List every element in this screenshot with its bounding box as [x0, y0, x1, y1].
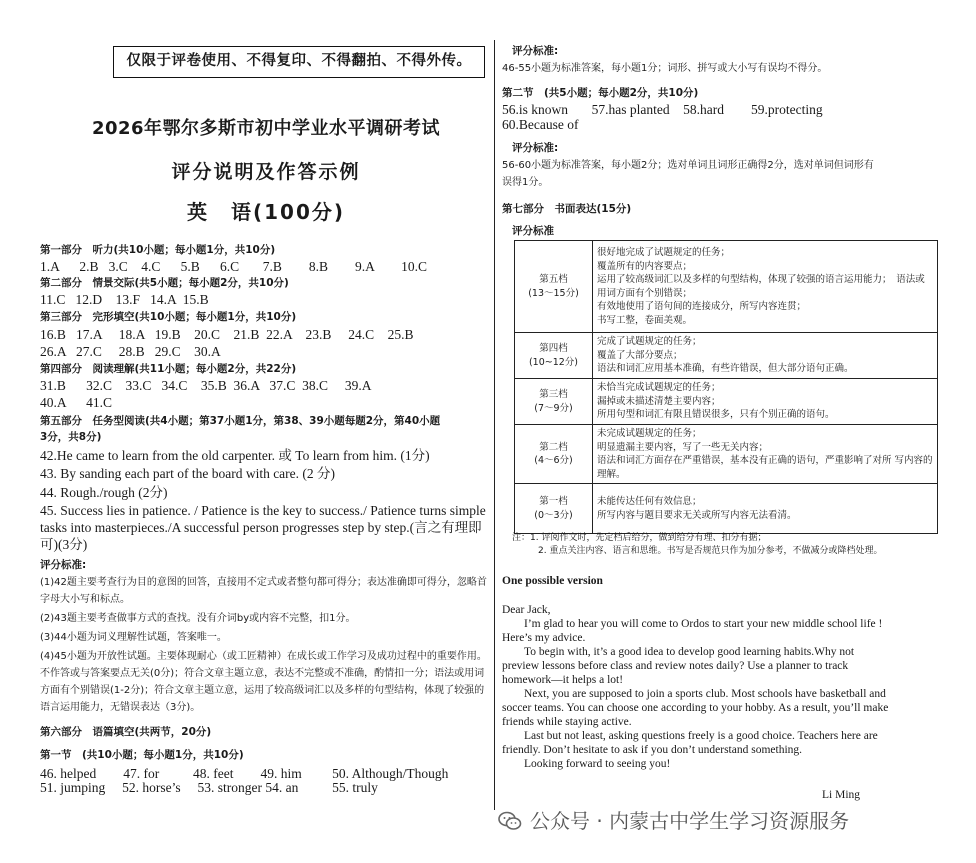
rubric-desc-line: 语法和词汇应用基本准确，有些许错误，但大部分语句正确。: [597, 363, 854, 375]
part6-section1-heading: 第一节 (共10小题；每小题1分，共10分): [40, 749, 244, 761]
criteria-44: (3)44小题为词义理解性试题，答案唯一。: [40, 632, 227, 643]
part6-answers-row2: 51. jumping 52. horse’s 53. stronger 54. an 55. truly: [40, 780, 378, 795]
essay-signature: Li Ming: [822, 789, 861, 801]
watermark-text: 公众号 · 内蒙古中学生学习资源服务: [530, 809, 850, 833]
rubric-desc-cell: [593, 333, 938, 379]
rubric-desc-cell: [593, 425, 938, 484]
rubric-desc-line: 所写内容与题目要求无关或所写内容无法看清。: [597, 509, 797, 521]
usage-notice: 仅限于评卷使用、不得复印、不得翻拍、不得外传。: [113, 46, 485, 78]
rubric-table: [514, 240, 938, 534]
rubric-grade: 第三档: [539, 389, 568, 400]
criteria-43: (2)43题主要考查做事方式的查找。没有介词by或内容不完整，扣1分。: [40, 613, 356, 624]
rubric-desc-line: 覆盖所有的内容要点；: [597, 260, 693, 272]
essay-paragraph: Looking forward to seeing you!: [524, 758, 671, 770]
grading-note-2: 2. 重点关注内容、语言和思维。书写是否规范只作为加分参考，不做减分或降档处理。: [538, 546, 883, 556]
rubric-desc-line: 很好地完成了试题规定的任务；: [597, 247, 731, 258]
part6-criteria-heading: 评分标准:: [512, 45, 559, 57]
part1-heading: 第一部分 听力(共10小题；每小题1分，共10分): [40, 244, 276, 256]
subject-title: 英 语(100分): [186, 200, 346, 224]
rubric-desc-line: 书写工整，卷面美观。: [597, 314, 693, 326]
rubric-desc-line: 运用了较高级词汇以及多样的句型结构，体现了较强的语言运用能力； 语法或用词方面有个别错误；: [597, 274, 925, 299]
rubric-row-4: [515, 333, 938, 379]
exam-subtitle: 评分说明及作答示例: [171, 161, 361, 183]
part3-answers-row1: 16.B 17.A 18.A 19.B 20.C 21.B 22.A 23.B 24.C 25.B: [40, 327, 414, 342]
exam-title: 2026年鄂尔多斯市初中学业水平调研考试: [91, 118, 441, 139]
rubric-row-5: [515, 241, 938, 333]
rubric-desc-line: 未恰当完成试题规定的任务；: [597, 382, 721, 394]
part2-answers: 11.C 12.D 13.F 14.A 15.B: [40, 292, 209, 307]
rubric-grade-cell: [515, 425, 593, 484]
essay-paragraph: To begin with, it’s a good idea to develop good learning habits.Why not preview lessons before class and review notes daily? Use a planner to track homework—it helps a lot!: [502, 646, 855, 686]
rubric-desc-line: 有效地使用了语句间的连接成分，所写内容连贯；: [597, 301, 807, 312]
answer-43: 43. By sanding each part of the board with care. (2 分): [40, 466, 336, 481]
rubric-range: (13～15分): [528, 287, 579, 299]
part2-heading: 第二部分 情景交际(共5小题；每小题2分，共10分): [40, 277, 289, 289]
answer-45: 45. Success lies in patience. / Patience is the key to success./ Patience turns simple tasks into masterpieces./A successful person progresses step by step.(言之有理即可)(3分): [40, 503, 486, 552]
rubric-heading: 评分标准: [512, 225, 554, 237]
rubric-desc-line: 未能传达任何有效信息；: [597, 496, 702, 507]
section2-criteria-heading: 评分标准:: [512, 142, 559, 154]
rubric-range: (10~12分): [528, 356, 579, 368]
wechat-icon: [498, 810, 522, 832]
grading-notes: [512, 532, 948, 558]
rubric-desc-line: 语法和词汇方面存在严重错误，基本没有正确的语句，严重影响了对所 写内容的理解。: [597, 455, 933, 480]
part6-heading: 第六部分 语篇填空(共两节，20分): [40, 726, 212, 738]
rubric-desc-line: 明显遗漏主要内容，写了一些无关内容；: [597, 441, 769, 453]
rubric-desc-cell: [593, 484, 938, 534]
rubric-desc-line: 未完成试题规定的任务；: [597, 428, 702, 439]
answer-42: 42.He came to learn from the old carpenter. 或 To learn from him. (1分): [40, 448, 430, 463]
rubric-row-2: [515, 425, 938, 484]
part7-heading: 第七部分 书面表达(15分): [502, 203, 632, 215]
rubric-grade: 第五档: [539, 274, 568, 285]
part3-heading: 第三部分 完形填空(共10小题；每小题1分，共10分): [40, 311, 297, 323]
column-divider: [494, 40, 495, 810]
part5-heading-line2: 3分，共8分): [40, 431, 102, 443]
rubric-grade-cell: [515, 484, 593, 534]
essay-paragraph: I’m glad to hear you will come to Ordos to start your new middle school life ! Here’s my advice.: [502, 618, 883, 644]
essay-paragraph: Next, you are supposed to join a sports club. Most schools have basketball and soccer teams. You can choose one according to your hobby. As a result, you’ll make friends while staying active.: [502, 688, 889, 728]
part6-criteria-text: 46-55小题为标准答案，每小题1分；词形、拼写或大小写有误均不得分。: [502, 63, 828, 74]
criteria-42: (1)42题主要考查行为目的意图的回答，直接用不定式或者整句都可得分；表达准确即可得分，忽略首字母大小写和标点。: [40, 577, 487, 605]
rubric-desc-cell: [593, 379, 938, 425]
sample-version-heading: One possible version: [502, 575, 603, 587]
part1-answers: 1.A 2.B 3.C 4.C 5.B 6.C 7.B 8.B 9.A 10.C: [40, 259, 428, 274]
part5-criteria-heading: 评分标准:: [40, 559, 87, 571]
rubric-desc-line: 覆盖了大部分要点；: [597, 349, 683, 361]
rubric-grade: 第二档: [539, 441, 568, 453]
section2-criteria-text: 56-60小题为标准答案，每小题2分；选对单词且词形正确得2分，选对单词但词形有误得1分。: [502, 160, 874, 188]
rubric-range: (7～9分): [534, 402, 573, 414]
criteria-45: (4)45小题为开放性试题。主要体现耐心（或工匠精神）在成长或工作学习及成功过程中的重要作用。不作答或与答案要点无关(0分)；符合文章主题立意，表达不完整或不准确，酌情扣一分；语法或用词方面有个别错误(1-2分)；符合文章主题立意，运用了较高级词汇以及多样的句型结构，体现了较强的语言运用能力，无错误表达（3分)。: [40, 651, 487, 713]
part6-section2-heading: 第二节 (共5小题；每小题2分，共10分): [502, 87, 699, 99]
rubric-grade-cell: [515, 241, 593, 333]
rubric-desc-line: 漏掉或未描述清楚主要内容；: [597, 395, 721, 407]
rubric-grade: 第四档: [539, 343, 568, 354]
part6-answers-row1: 46. helped 47. for 48. feet 49. him 50. Although/Though: [40, 766, 449, 781]
part4-heading: 第四部分 阅读理解(共11小题；每小题2分，共22分): [40, 363, 297, 375]
section2-answers-row1: 56.is known 57.has planted 58.hard 59.protecting: [502, 102, 823, 117]
rubric-grade-cell: [515, 379, 593, 425]
rubric-row-3: [515, 379, 938, 425]
essay-paragraph: Last but not least, asking questions freely is a good choice. Teachers here are friendly. Don’t hesitate to ask if you don’t understand something.: [502, 730, 878, 756]
rubric-desc-line: 所用句型和词汇有限且错误很多，只有个别正确的语句。: [597, 409, 835, 421]
part3-answers-row2: 26.A 27.C 28.B 29.C 30.A: [40, 344, 221, 359]
rubric-desc-cell: [593, 241, 938, 333]
rubric-grade: 第一档: [539, 496, 568, 507]
part4-answers-row1: 31.B 32.C 33.C 34.C 35.B 36.A 37.C 38.C 39.A: [40, 378, 372, 393]
essay-salutation: Dear Jack,: [502, 604, 551, 616]
rubric-row-1: [515, 484, 938, 534]
rubric-desc-line: 完成了试题规定的任务；: [597, 336, 702, 348]
answer-44: 44. Rough./rough (2分): [40, 485, 168, 500]
grading-note-1: 注：1. 评阅作文时，先定档后给分，做到给分有理、扣分有据；: [512, 533, 767, 543]
rubric-grade-cell: [515, 333, 593, 379]
sample-essay: [502, 603, 890, 771]
part5-heading-line1: 第五部分 任务型阅读(共4小题；第37小题1分，第38、39小题每题2分，第40小题: [40, 415, 441, 427]
rubric-range: (4～6分): [534, 455, 573, 466]
rubric-range: (0～3分): [534, 509, 573, 521]
rubric-table-wrap: [514, 240, 938, 534]
wechat-watermark: [498, 806, 958, 836]
part4-answers-row2: 40.A 41.C: [40, 395, 113, 410]
section2-answers-row2: 60.Because of: [502, 117, 579, 132]
